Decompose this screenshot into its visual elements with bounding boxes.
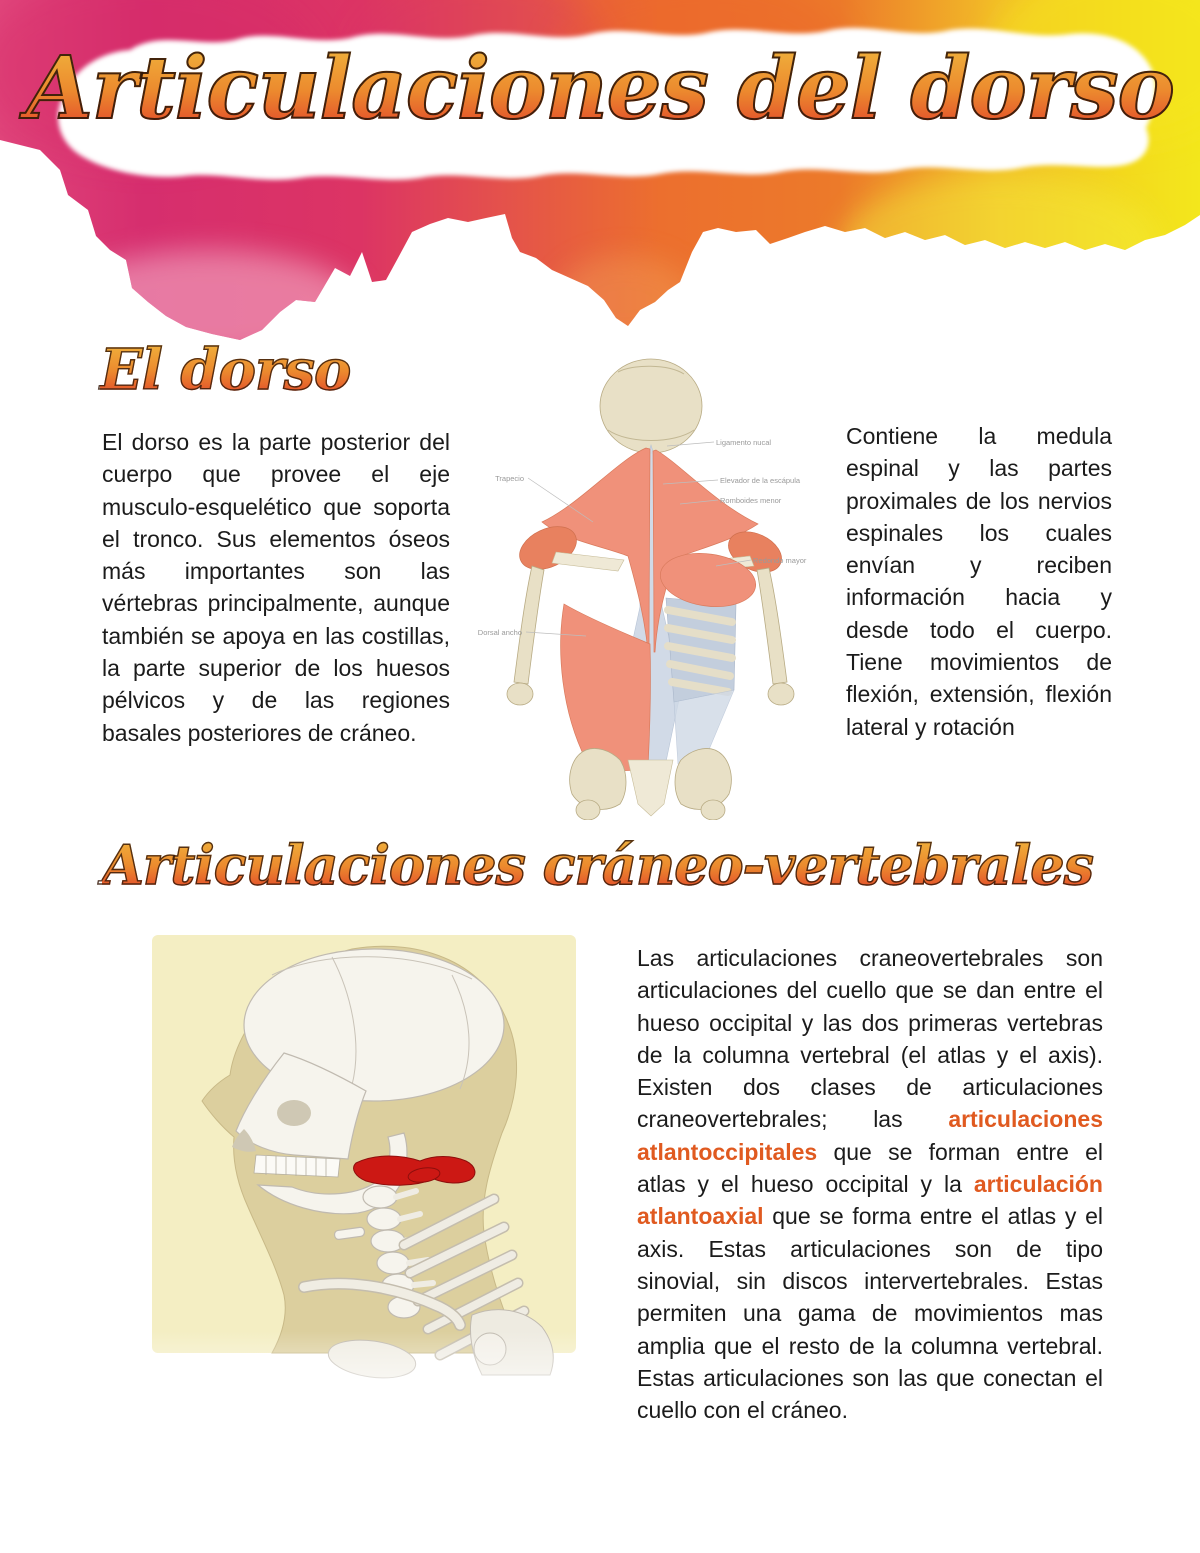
figure-label-redondo-mayor: Redondo mayor xyxy=(753,556,807,565)
eye-socket xyxy=(277,1100,311,1126)
figure-label-trapecio: Trapecio xyxy=(495,474,524,483)
figure-label-dorsal-ancho: Dorsal ancho xyxy=(477,628,522,637)
paragraph-text: que se forma entre el atlas y el axis. Estas articulaciones son de tipo sinovial, sin discos intervertebrales. Estas permiten una gama de movimientos mas amplia que el resto de la columna vertebral. Estas articulaciones son las que conectan el cuello con el cráneo. xyxy=(637,1203,1103,1424)
back-muscles-figure xyxy=(468,352,833,820)
sacrum xyxy=(628,760,673,816)
ilium-right xyxy=(675,748,731,809)
back-muscles-illustration xyxy=(468,352,833,820)
skull-neck-figure xyxy=(152,935,582,1480)
figure-label-romboides-menor: Romboides menor xyxy=(720,496,782,505)
paragraph-text: Las articulaciones craneovertebrales son articulaciones del cuello que se dan entre el hueso occipital y las dos primeras vertebras de la columna vertebral (el atlas y el axis). Existen dos clases de articulaciones craneovertebrales; las xyxy=(637,945,1103,1133)
femur-head-right xyxy=(701,800,725,820)
humerus-right xyxy=(757,568,787,684)
figure-fade-out xyxy=(152,1331,582,1480)
scapular-spine-left xyxy=(552,552,624,571)
humerus-left xyxy=(514,566,544,684)
upper-teeth xyxy=(254,1155,340,1177)
header-watercolor xyxy=(0,0,1200,345)
page-title: Articulaciones del dorso xyxy=(0,46,1200,132)
elbow-right xyxy=(768,683,794,705)
el-dorso-left-paragraph: El dorso es la parte posterior del cuerpo que provee el eje musculo-esquelético que soporta el tronco. Sus elementos óseos más importantes son las vértebras principalmente, aunque también se apoya en las costillas, la parte superior de los huesos pélvicos y de las regiones basales posteriores de cráneo. xyxy=(102,429,450,746)
skull-neck-illustration xyxy=(152,935,582,1480)
skull-back-icon xyxy=(600,359,702,453)
figure-label-elevador-escapula: Elevador de la escápula xyxy=(720,476,801,485)
ilium-left xyxy=(570,748,626,809)
femur-head-left xyxy=(576,800,600,820)
paragraph-text: que se forman entre el atlas y el hueso occipital y la xyxy=(637,1138,1103,1198)
el-dorso-right-paragraph: Contiene la medula espinal y las partes proximales de los nervios espinales los cuales envían y reciben información hacia y desde todo el cuerpo. Tiene movimientos de flexión, extensión, flexión lateral y rotación xyxy=(846,423,1112,740)
highlighted-term: articulación atlantoaxial xyxy=(637,1171,1103,1230)
highlighted-term: articulaciones atlantoccipitales xyxy=(637,1106,1103,1165)
craneo-paragraph xyxy=(637,942,1103,1426)
elbow-left xyxy=(507,683,533,705)
figure-label-ligamento-nucal: Ligamento nucal xyxy=(716,438,772,447)
craneo-heading: Articulaciones cráneo-vertebrales xyxy=(102,833,1093,897)
el-dorso-heading: El dorso xyxy=(100,337,351,403)
